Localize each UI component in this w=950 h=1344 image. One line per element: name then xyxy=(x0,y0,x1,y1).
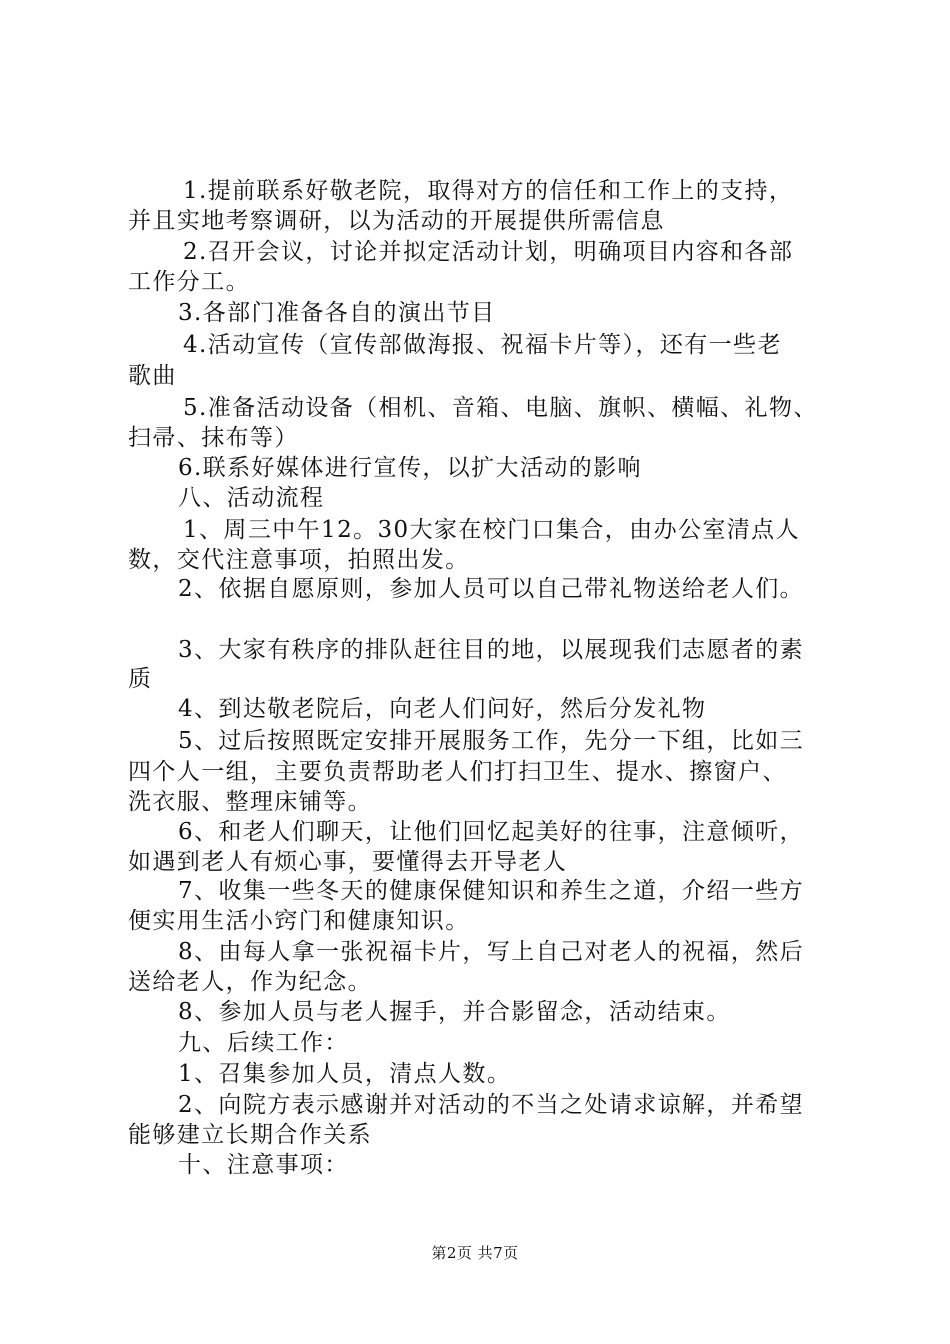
flow-item-6-line-2: 如遇到老人有烦心事，要懂得去开导老人 xyxy=(128,849,568,875)
paragraph-1-line-1: 1.提前联系好敬老院，取得对方的信任和工作上的支持， xyxy=(183,178,794,204)
paragraph-2-line-1: 2.召开会议，讨论并拟定活动计划，明确项目内容和各部 xyxy=(183,239,794,265)
paragraph-4-line-2: 歌曲 xyxy=(128,363,177,389)
flow-item-8-line-2: 送给老人，作为纪念。 xyxy=(128,969,372,995)
flow-item-3-line-1: 3、大家有秩序的排队赶往目的地，以展现我们志愿者的素 xyxy=(178,637,805,663)
flow-item-5-line-3: 洗衣服、整理床铺等。 xyxy=(128,789,372,815)
paragraph-4-line-1: 4.活动宣传（宣传部做海报、祝福卡片等），还有一些老 xyxy=(183,332,782,358)
paragraph-5-line-2: 扫帚、抹布等） xyxy=(128,425,299,451)
followup-item-2-line-1: 2、向院方表示感谢并对活动的不当之处请求谅解，并希望 xyxy=(178,1092,805,1118)
section-heading-9: 九、后续工作： xyxy=(178,1030,349,1056)
flow-item-8-line-1: 8、由每人拿一张祝福卡片，写上自己对老人的祝福，然后 xyxy=(178,939,805,965)
flow-item-8b-line-1: 8、参加人员与老人握手，并合影留念，活动结束。 xyxy=(178,999,731,1025)
flow-item-7-line-2: 便实用生活小窍门和健康知识。 xyxy=(128,908,470,934)
paragraph-1-line-2: 并且实地考察调研，以为活动的开展提供所需信息 xyxy=(128,208,665,234)
followup-item-1-line-1: 1、召集参加人员，清点人数。 xyxy=(178,1061,512,1087)
flow-item-3-line-2: 质 xyxy=(128,666,153,692)
paragraph-5-line-1: 5.准备活动设备（相机、音箱、电脑、旗帜、横幅、礼物、 xyxy=(183,395,818,421)
section-heading-8: 八、活动流程 xyxy=(178,485,325,511)
paragraph-2-line-2: 工作分工。 xyxy=(128,269,250,295)
page-footer: 第2页 共7页 xyxy=(431,1244,519,1262)
paragraph-6-line-1: 6.联系好媒体进行宣传，以扩大活动的影响 xyxy=(178,455,642,481)
flow-item-7-line-1: 7、收集一些冬天的健康保健知识和养生之道，介绍一些方 xyxy=(178,878,805,904)
flow-item-5-line-2: 四个人一组，主要负责帮助老人们打扫卫生、提水、擦窗户、 xyxy=(128,759,787,785)
flow-item-6-line-1: 6、和老人们聊天，让他们回忆起美好的往事，注意倾听， xyxy=(178,819,805,845)
paragraph-3-line-1: 3.各部门准备各自的演出节目 xyxy=(178,300,496,326)
section-heading-10: 十、注意事项： xyxy=(178,1152,349,1178)
flow-item-4-line-1: 4、到达敬老院后，向老人们问好，然后分发礼物 xyxy=(178,696,707,722)
flow-item-1-line-2: 数，交代注意事项，拍照出发。 xyxy=(128,547,470,573)
flow-item-1-line-1: 1、周三中午12。30大家在校门口集合，由办公室清点人 xyxy=(183,517,800,543)
followup-item-2-line-2: 能够建立长期合作关系 xyxy=(128,1122,372,1148)
flow-item-2-line-1: 2、依据自愿原则，参加人员可以自己带礼物送给老人们。 xyxy=(178,576,805,602)
flow-item-5-line-1: 5、过后按照既定安排开展服务工作，先分一下组，比如三 xyxy=(178,728,805,754)
